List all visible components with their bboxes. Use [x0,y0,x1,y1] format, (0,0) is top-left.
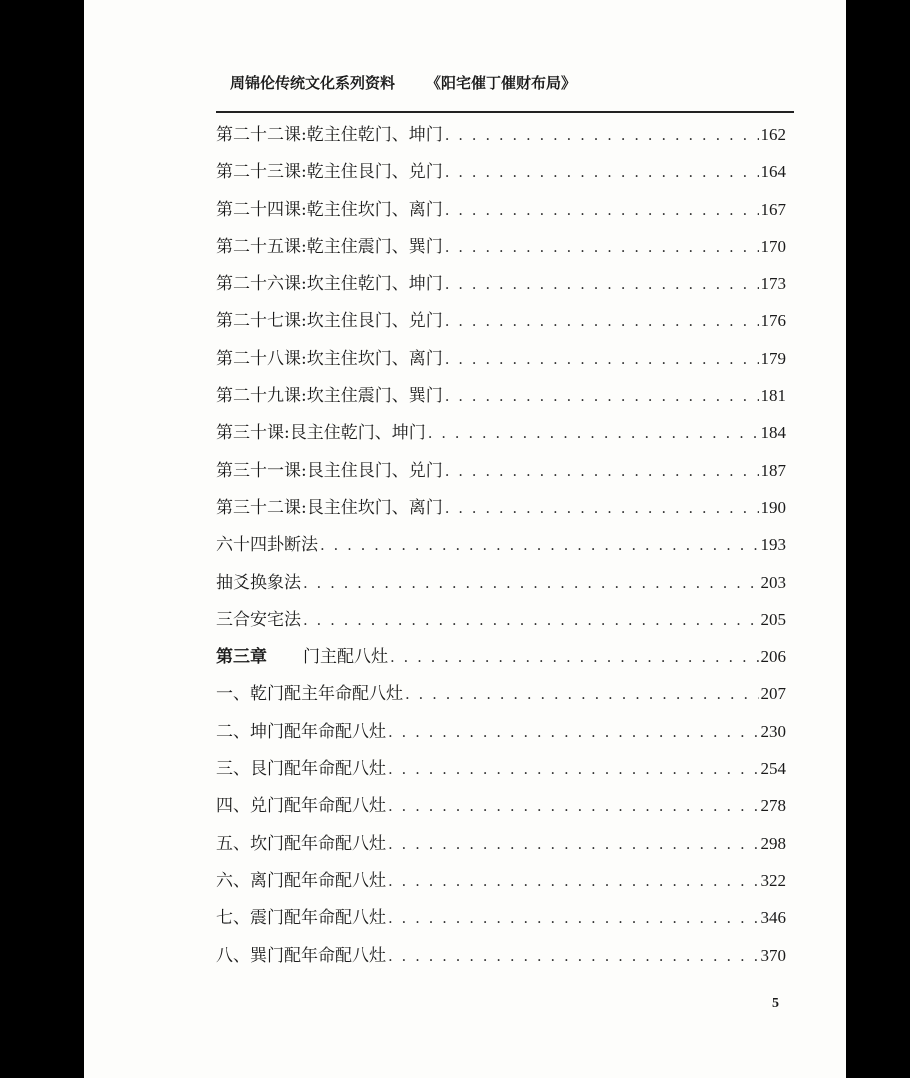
toc-entry[interactable] [216,381,786,418]
toc-entry[interactable] [216,866,786,903]
toc-chapter-title: 门主配八灶 [303,647,388,668]
toc-entry[interactable] [216,941,786,978]
toc-dot-leader [445,462,759,480]
toc-dot-leader [388,797,759,815]
toc-page-number: 181 [760,386,786,406]
toc-page-number: 205 [760,609,786,629]
toc-entry-label: 七、震门配年命配八灶 [216,908,386,929]
toc-dot-leader [445,312,759,330]
toc-entry[interactable] [216,903,786,940]
toc-dot-leader [390,648,759,666]
toc-dot-leader [388,872,759,890]
toc-entry[interactable] [216,829,786,866]
toc-entry[interactable] [216,269,786,306]
toc-entry[interactable] [216,493,786,530]
toc-dot-leader [388,835,759,853]
toc-entry[interactable] [216,530,786,567]
toc-entry-label: 第三十课:艮主住乾门、坤门 [216,423,426,444]
header-book-title: 《阳宅催丁催财布局》 [426,74,577,92]
toc-page-number: 298 [760,833,786,853]
toc-entry-label: 五、坎门配年命配八灶 [216,833,386,854]
toc-page-number: 278 [760,796,786,816]
toc-page-number: 322 [760,870,786,890]
toc-entry-label: 六十四卦断法 [216,535,318,556]
toc-page-number: 187 [760,460,786,480]
toc-dot-leader [445,126,759,144]
toc-entry-label: 三、艮门配年命配八灶 [216,759,386,780]
toc-dot-leader [445,499,759,517]
page-number: 5 [772,996,779,1011]
toc-entry[interactable] [216,642,786,679]
toc-entry[interactable] [216,605,786,642]
toc-entry[interactable] [216,418,786,455]
toc-dot-leader [428,424,759,442]
toc-entry-label: 第二十四课:乾主住坎门、离门 [216,199,443,220]
toc-entry-label: 八、巽门配年命配八灶 [216,945,386,966]
toc-entry[interactable] [216,456,786,493]
toc-entry[interactable] [216,157,786,194]
toc-entry[interactable] [216,754,786,791]
toc-chapter-number: 第三章 [216,647,267,668]
toc-dot-leader [445,350,759,368]
toc-page-number: 184 [760,423,786,443]
toc-entry-label: 三合安宅法 [216,609,301,630]
toc-page-number: 162 [760,125,786,144]
toc-entry[interactable] [216,679,786,716]
toc-entry-label: 第二十九课:坎主住震门、巽门 [216,386,443,407]
toc-dot-leader [388,760,759,778]
toc-dot-leader [445,201,759,219]
toc-dot-leader [388,947,759,965]
toc-entry[interactable] [216,344,786,381]
toc-page-number: 190 [760,497,786,517]
toc-entry-label: 第二十六课:坎主住乾门、坤门 [216,274,443,295]
table-of-contents [216,120,786,978]
toc-entry-label: 第二十七课:坎主住艮门、兑门 [216,311,443,332]
toc-page-number: 164 [760,162,786,182]
toc-entry-label: 第三十一课:艮主住艮门、兑门 [216,460,443,481]
toc-page-number: 170 [760,236,786,256]
toc-dot-leader [388,723,759,741]
toc-dot-leader [445,163,759,181]
toc-entry[interactable] [216,717,786,754]
toc-dot-leader [303,574,759,592]
toc-page-number: 206 [760,647,786,667]
toc-entry[interactable] [216,195,786,232]
toc-entry[interactable] [216,791,786,828]
toc-page-number: 207 [760,684,786,704]
toc-page-number: 254 [760,759,786,779]
toc-dot-leader [445,387,759,405]
toc-entry-label: 第三十二课:艮主住坎门、离门 [216,497,443,518]
toc-entry-label: 第二十八课:坎主住坎门、离门 [216,348,443,369]
header-rule [216,111,794,113]
toc-dot-leader [405,685,759,703]
toc-entry-label: 一、乾门配主年命配八灶 [216,684,403,705]
toc-dot-leader [320,536,759,554]
toc-dot-leader [388,909,759,927]
toc-dot-leader [445,238,759,256]
toc-entry[interactable] [216,306,786,343]
toc-entry-label: 四、兑门配年命配八灶 [216,796,386,817]
toc-page-number: 346 [760,908,786,928]
toc-entry-label: 抽爻换象法 [216,572,301,593]
toc-entry-label [216,642,388,667]
toc-page-number: 203 [760,572,786,592]
toc-page-number: 179 [760,348,786,368]
toc-dot-leader [445,275,759,293]
toc-entry[interactable] [216,232,786,269]
toc-page-number: 370 [760,945,786,965]
toc-page-number: 173 [760,274,786,294]
toc-entry-label: 六、离门配年命配八灶 [216,870,386,891]
toc-page-number: 167 [760,199,786,219]
toc-entry-label: 第二十二课:乾主住乾门、坤门 [216,125,443,145]
toc-entry-label: 第二十三课:乾主住艮门、兑门 [216,162,443,183]
toc-entry[interactable] [216,568,786,605]
header-series-title: 周锦伦传统文化系列资料 [230,74,396,92]
toc-entry-label: 第二十五课:乾主住震门、巽门 [216,236,443,257]
toc-entry[interactable] [216,120,786,157]
toc-entry-label: 二、坤门配年命配八灶 [216,721,386,742]
toc-dot-leader [303,611,759,629]
toc-page-number: 230 [760,721,786,741]
toc-page-number: 193 [760,535,786,555]
running-header [230,72,790,96]
toc-page-number: 176 [760,311,786,331]
